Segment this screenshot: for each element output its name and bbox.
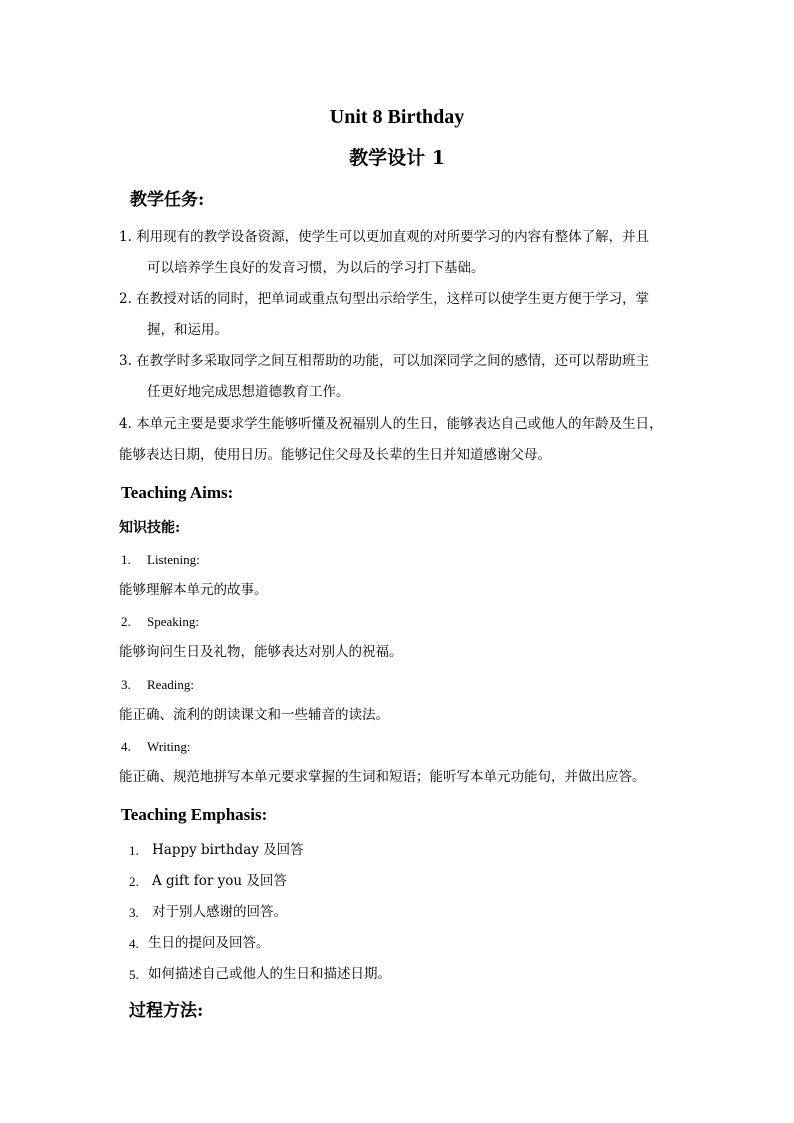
emphasis-item-3-text: 对于别人感谢的回答。 bbox=[152, 904, 287, 920]
task-item-2-line-2: 握，和运用。 bbox=[147, 322, 228, 338]
aim-item-1-number: 1. bbox=[121, 552, 131, 567]
emphasis-item-5-number: 5. bbox=[129, 967, 139, 982]
aim-item-3-label: Reading: bbox=[147, 677, 194, 692]
aim-item-4-label: Writing: bbox=[147, 739, 191, 754]
task-item-2-line-1: 2. 在教授对话的同时，把单词或重点句型出示给学生，这样可以使学生更方便于学习，掌 bbox=[119, 291, 650, 307]
aim-item-3-desc: 能正确、流利的朗读课文和一些辅音的读法。 bbox=[119, 707, 389, 723]
aim-item-3-number: 3. bbox=[121, 677, 131, 692]
aim-item-4-desc: 能正确、规范地拼写本单元要求掌握的生词和短语；能听写本单元功能句，并做出应答。 bbox=[119, 769, 646, 785]
process-heading: 过程方法: bbox=[129, 1001, 204, 1021]
task-item-3-line-1: 3. 在教学时多采取同学之间互相帮助的功能，可以加深同学之间的感情，还可以帮助班主 bbox=[119, 353, 650, 369]
emphasis-item-2-number: 2. bbox=[129, 874, 139, 889]
emphasis-item-4-number: 4. bbox=[129, 936, 139, 951]
task-item-1-line-1: 1. 利用现有的教学设备资源，使学生可以更加直观的对所要学习的内容有整体了解，并且 bbox=[119, 229, 650, 245]
task-item-4-line-1: 4. 本单元主要是要求学生能够听懂及祝福别人的生日，能够表达自己或他人的年龄及生日， bbox=[119, 416, 663, 432]
emphasis-heading: Teaching Emphasis: bbox=[121, 805, 268, 824]
aim-item-2-desc: 能够询问生日及礼物，能够表达对别人的祝福。 bbox=[119, 644, 403, 660]
emphasis-item-1-number: 1. bbox=[129, 843, 139, 858]
aim-item-1-label: Listening: bbox=[147, 552, 200, 567]
emphasis-item-5-text: 如何描述自己或他人的生日和描述日期。 bbox=[148, 966, 391, 982]
emphasis-item-2-text: A gift for you 及回答 bbox=[152, 873, 287, 889]
tasks-heading: 教学任务: bbox=[130, 190, 205, 210]
emphasis-item-3-number: 3. bbox=[129, 905, 139, 920]
task-item-3-line-2: 任更好地完成思想道德教育工作。 bbox=[147, 384, 350, 400]
emphasis-item-4-text: 生日的提问及回答。 bbox=[148, 935, 270, 951]
aims-subheading: 知识技能: bbox=[119, 520, 181, 536]
aims-heading: Teaching Aims: bbox=[121, 483, 234, 502]
aim-item-2-number: 2. bbox=[121, 614, 131, 629]
aim-item-2-label: Speaking: bbox=[147, 614, 199, 629]
document-subtitle: 教学设计 1 bbox=[349, 147, 445, 169]
task-item-1-line-2: 可以培养学生良好的发音习惯，为以后的学习打下基础。 bbox=[147, 260, 485, 276]
emphasis-item-1-text: Happy birthday 及回答 bbox=[152, 842, 304, 858]
task-item-4-line-2: 能够表达日期，使用日历。能够记住父母及长辈的生日并知道感谢父母。 bbox=[119, 447, 551, 463]
document-title: Unit 8 Birthday bbox=[329, 106, 465, 128]
aim-item-1-desc: 能够理解本单元的故事。 bbox=[119, 582, 268, 598]
aim-item-4-number: 4. bbox=[121, 739, 131, 754]
